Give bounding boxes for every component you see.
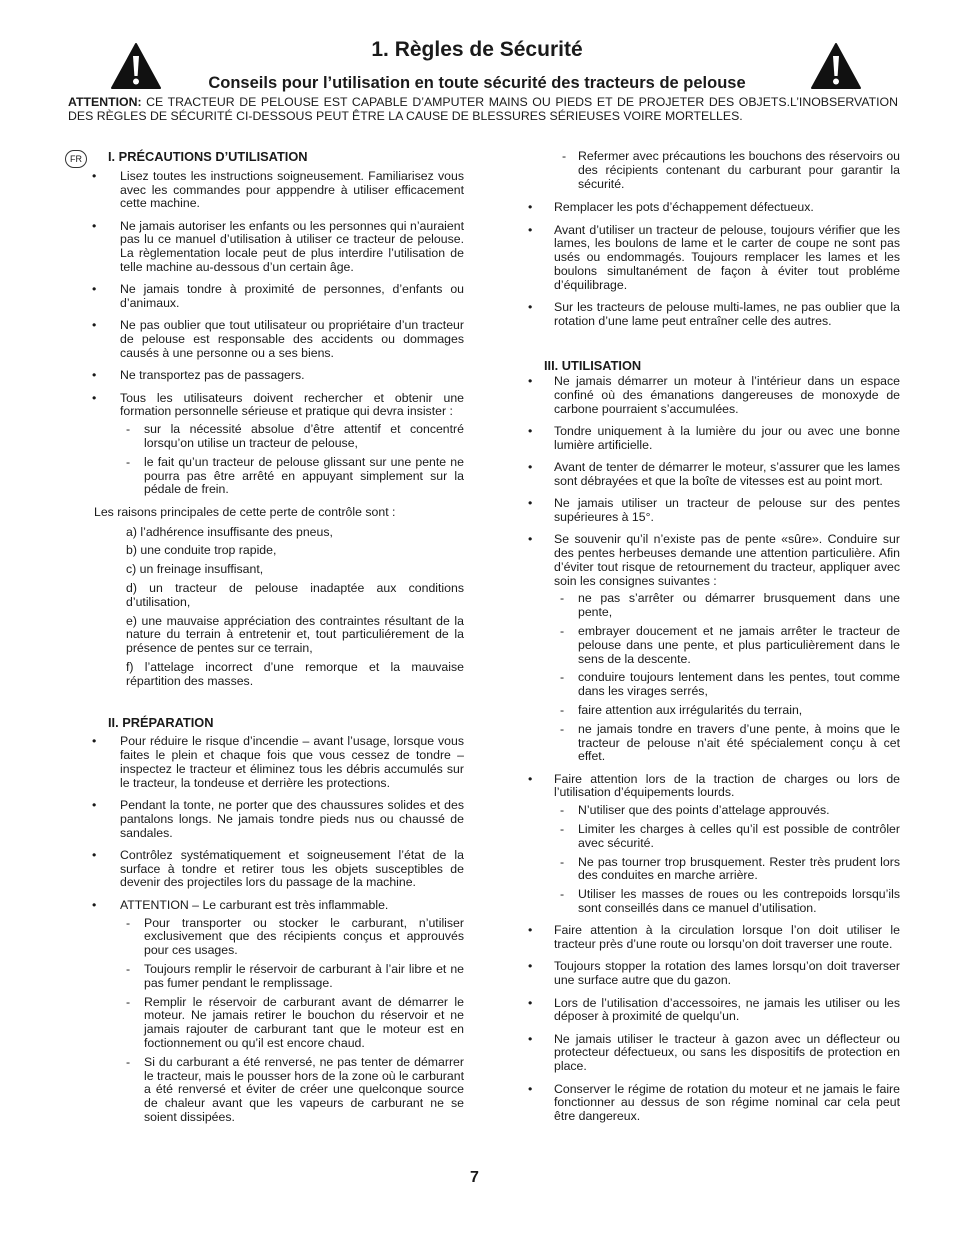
preparation-list-continued: [528, 201, 900, 328]
list-item: • Conserver le régime de rotation du moteur et ne jamais le faire fonctionner au dessus de son régime nominal car cela peut être dangereux.: [528, 1083, 900, 1124]
sub-item: - Refermer avec précautions les bouchons des réservoirs ou des récipients contenant du carburant pour garantir la sécurité.: [528, 150, 900, 191]
sub-item: - ne pas s’arrêter ou démarrer brusquement dans une pente,: [554, 592, 900, 620]
sub-item: - Remplir le réservoir de carburant avant de démarrer le moteur. Ne jamais retirer le bouchon du réservoir et ne jamais rajouter de carburant tant que le moteur est en foctionnement ou qu’il est encore chaud.: [120, 996, 464, 1051]
list-item: • Pour réduire le risque d’incendie – avant l’usage, lorsque vous faites le plein et chaque fois que vous cessez de tondre – inspectez le tracteur et éliminez tous les débris accumulés sur le tracteur, la tondeuse et derrière les protections.: [68, 735, 464, 790]
slope-sublist: [554, 592, 900, 764]
section-heading-utilisation: III. UTILISATION: [544, 358, 642, 374]
sub-item: - Utiliser les masses de roues ou les contrepoids lorsqu’ils sont conseillés dans ce manuel d’utilisation.: [554, 888, 900, 916]
attention-text: CE TRACTEUR DE PELOUSE EST CAPABLE D’AMPUTER MAINS OU PIEDS ET DE PROJETER DES OBJETS.L’INOBSERVATION DES RÈGLES DE SÉCURITÉ CI-DESSOUS PEUT ÊTRE LA CAUSE DE BLESSURES SÉRIEUSES VOIRE MORTELLES.: [68, 95, 899, 123]
section-heading-preparation: II. PRÉPARATION: [108, 714, 214, 730]
list-item: • Lors de l’utilisation d’accessoires, ne jamais les utiliser ou les déposer à proximité de quelqu’un.: [528, 997, 900, 1025]
list-item: [528, 773, 900, 916]
load-sublist: [554, 804, 900, 916]
page-number: 7: [470, 1169, 479, 1186]
sub-item: - Toujours remplir le réservoir de carburant à l’air libre et ne pas fumer pendant le remplissage.: [120, 963, 464, 991]
sub-item: - Pour transporter ou stocker le carburant, n’utiliser exclusivement que des récipients conçus et approuvés pour ces usages.: [120, 917, 464, 958]
sub-item: - Ne pas tourner trop brusquement. Rester très prudent lors des conduites en marche arrière.: [554, 856, 900, 884]
list-item: • Ne jamais utiliser le tracteur à gazon avec un déflecteur ou protecteur défectueux, ou sans les dispositifs de protection en place.: [528, 1033, 900, 1074]
sub-item: - ne jamais tondre en travers d’une pente, à moins que le tracteur de pelouse n’ait été spécialement conçu à cet effet.: [554, 723, 900, 764]
list-item: • Avant de tenter de démarrer le moteur, s’assurer que les lames sont débrayées et que la boîte de vitesses est au point mort.: [528, 461, 900, 489]
list-item: • Ne jamais démarrer un moteur à l’intérieur dans un espace confiné où des émanations dangereuses de monoxyde de carbone pourraient s’accumulées.: [528, 375, 900, 416]
reasons-intro: Les raisons principales de cette perte de contrôle sont :: [94, 504, 396, 519]
precautions-list: [68, 170, 464, 497]
list-item: • Faire attention à la circulation lorsque l’on doit utiliser le tracteur près d’une route ou lorsqu’on doit traverser une route.: [528, 924, 900, 952]
list-item: • Contrôlez systématiquement et soigneusement l’état de la surface à tondre et retirer tous les objets susceptibles de devenir des projectiles lors du passage de la machine.: [68, 849, 464, 890]
page-title: 1. Règles de Sécurité: [371, 38, 583, 61]
page-subtitle: Conseils pour l’utilisation en toute sécurité des tracteurs de pelouse: [208, 74, 746, 92]
language-badge: FR: [65, 150, 87, 168]
list-item: • Ne jamais autoriser les enfants ou les personnes qui n’auraient pas lu ce manuel d’utilisation à utiliser ce tracteur de pelouse. La règlementation locale peut de plus interdire l’utilisation de telle machine au-dessous d’un certain âge.: [68, 220, 464, 275]
list-item-text: ATTENTION – Le carburant est très inflammable.: [120, 897, 389, 912]
sub-item: - N’utiliser que des points d’attelage approuvés.: [554, 804, 900, 818]
sub-item: - le fait qu’un tracteur de pelouse glissant sur une pente ne pourra pas être arrêté en appuyant simplement sur la pédale de frein.: [120, 456, 464, 497]
list-item-text: Faire attention lors de la traction de charges ou lors de l’utilisation d’équipements lourds.: [554, 771, 900, 800]
sub-item: - embrayer doucement et ne jamais arrêter le tracteur de pelouse dans une pente, et plus particulièrement dans le sens de la descente.: [554, 625, 900, 666]
reason-item: d) un tracteur de pelouse inadaptée aux conditions d’utilisation,: [126, 580, 464, 609]
list-item: [68, 899, 464, 1125]
training-sublist: [120, 423, 464, 497]
list-item: • Sur les tracteurs de pelouse multi-lames, ne pas oublier que la rotation d’une lame peut entraîner celle des autres.: [528, 301, 900, 329]
sub-item: - conduire toujours lentement dans les pentes, tout comme dans les virages serrés,: [554, 671, 900, 699]
list-item-text: Tous les utilisateurs doivent rechercher et obtenir une formation personnelle sérieuse et pratique qui devra insister :: [120, 390, 464, 419]
reason-item: a) l’adhérence insuffisante des pneus,: [126, 524, 333, 539]
list-item: • Toujours stopper la rotation des lames lorsqu’on doit traverser une surface autre que du gazon.: [528, 960, 900, 988]
preparation-list: [68, 735, 464, 1124]
list-item: • Remplacer les pots d’échappement défectueux.: [528, 201, 900, 215]
sub-item: - Si du carburant a été renversé, ne pas tenter de démarrer le tracteur, mais le pousser hors de la zone où le carburant a été renversé et éviter de créer une quelconque source de chaleur avant que les vapeurs de carburant ne se soient dissipées.: [120, 1056, 464, 1125]
list-item: • Tondre uniquement à la lumière du jour ou avec une bonne lumière artificielle.: [528, 425, 900, 453]
fuel-sublist: [120, 917, 464, 1125]
list-item: • Ne transportez pas de passagers.: [68, 369, 464, 383]
list-item: [528, 533, 900, 764]
list-item-text: Se souvenir qu’il n’existe pas de pente «sûre». Conduire sur des pentes herbeuses demande une attention particulière. Afin d’éviter tout risque de retournement du tracteur, appliquer avec soin les consignes suivantes :: [554, 532, 900, 588]
right-column: [528, 150, 900, 1132]
section-heading-precautions: I. PRÉCAUTIONS D’UTILISATION: [108, 149, 308, 164]
utilisation-list: [528, 375, 900, 1124]
reasons-list: [68, 526, 464, 689]
list-item: [68, 392, 464, 498]
reason-item: e) une mauvaise appréciation des contraintes résultant de la nature du terrain à entretenir et, tout particuliérement de la présence de pentes sur ce terrain,: [126, 613, 464, 656]
left-column: [68, 150, 464, 1133]
list-item: • Ne jamais utiliser un tracteur de pelouse sur des pentes supérieures à 15°.: [528, 497, 900, 525]
sub-item: - Limiter les charges à celles qu’il est possible de contrôler avec sécurité.: [554, 823, 900, 851]
reason-item: b) une conduite trop rapide,: [126, 543, 277, 558]
list-item: • Ne pas oublier que tout utilisateur ou propriétaire d’un tracteur de pelouse est responsable des accidents ou dommages causés à une personne ou a ses biens.: [68, 319, 464, 360]
attention-notice: [68, 96, 898, 124]
list-item: • Pendant la tonte, ne porter que des chaussures solides et des pantalons longs. Ne jamais tondre pieds nus ou chaussé de sandales.: [68, 799, 464, 840]
sub-item: - sur la nécessité absolue d’être attentif et concentré lorsqu’on utilise un tracteur de pelouse,: [120, 423, 464, 451]
list-item: • Lisez toutes les instructions soigneusement. Familiarisez vous avec les commandes pour apppendre à utiliser efficacement cette machine.: [68, 170, 464, 211]
reason-item: f) l’attelage incorrect d’une remorque et la mauvaise répartition des masses.: [126, 659, 464, 688]
reason-item: c) un freinage insuffisant,: [126, 562, 264, 577]
attention-label: ATTENTION:: [68, 95, 142, 109]
fuel-sublist-continued: [528, 150, 900, 191]
sub-item: - faire attention aux irrégularités du terrain,: [554, 704, 900, 718]
list-item: • Avant d’utiliser un tracteur de pelouse, toujours vérifier que les lames, les boulons de lame et le carter de coupe ne sont pas usés ou endommagés. Toujours remplacer les lames et les boulons simultanément de façon à éviter tout probléme d’équilibrage.: [528, 224, 900, 293]
list-item: • Ne jamais tondre à proximité de personnes, d’enfants ou d’animaux.: [68, 283, 464, 311]
